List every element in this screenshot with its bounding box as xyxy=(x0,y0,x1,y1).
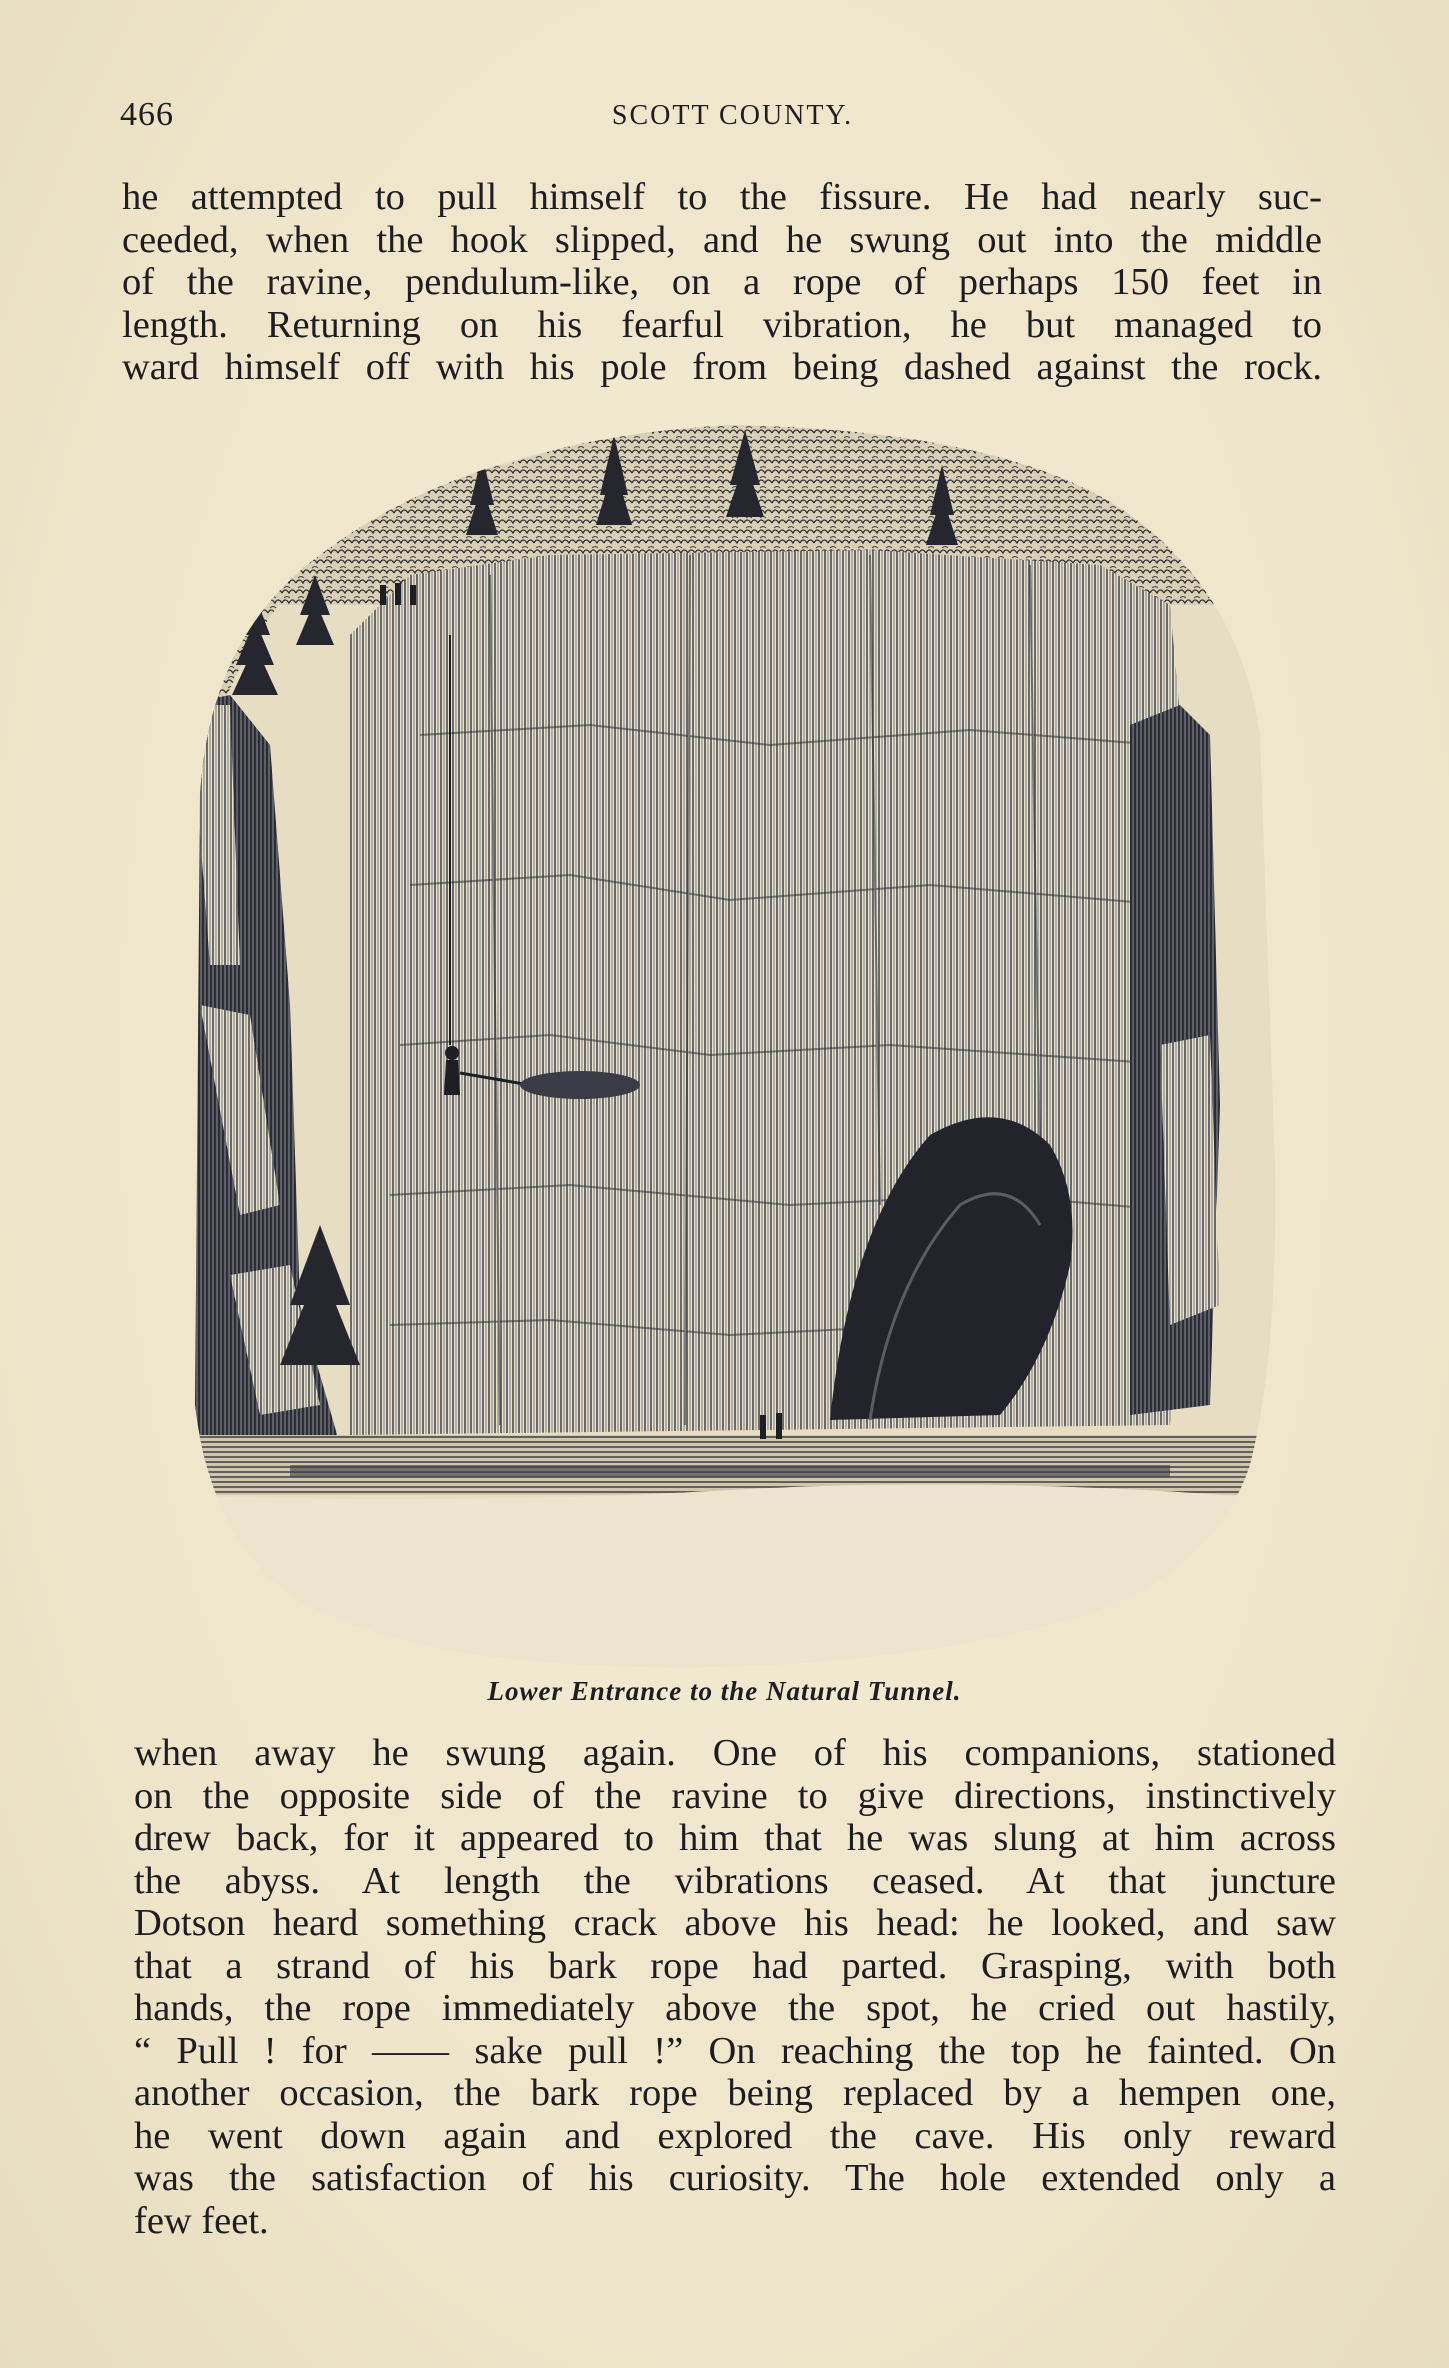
running-head: SCOTT COUNTY. xyxy=(611,100,854,131)
text-line: when away he swung again. One of his companions, stationed xyxy=(134,1732,1336,1774)
text-line: of the ravine, pendulum-like, on a rope of perhaps 150 feet in xyxy=(122,261,1322,303)
page-number: 466 xyxy=(120,96,174,133)
text-line: on the opposite side of the ravine to give directions, instinctively xyxy=(134,1774,1336,1817)
text-line: the abyss. At length the vibrations ceased. At that juncture xyxy=(134,1859,1336,1902)
page-header xyxy=(120,96,1345,142)
text-line: ward himself off with his pole from being dashed against the rock. xyxy=(122,346,1322,388)
text-line: length. Returning on his fearful vibration, he but managed to xyxy=(122,303,1322,346)
text-line: that a strand of his bark rope had parted. Grasping, with both xyxy=(134,1944,1336,1987)
text-line: few feet. xyxy=(134,2199,269,2242)
text-line: was the satisfaction of his curiosity. The hole extended only a xyxy=(134,2157,1336,2199)
text-line: hands, the rope immediately above the spot, he cried out hastily, xyxy=(134,1987,1336,2029)
paragraph-bottom xyxy=(134,1732,1336,2242)
text-line: he went down again and explored the cave. His only reward xyxy=(134,2114,1336,2157)
text-line: he attempted to pull himself to the fissure. He had nearly suc- xyxy=(122,176,1322,218)
text-line: drew back, for it appeared to him that he was slung at him across xyxy=(134,1817,1336,1859)
engraving-natural-tunnel xyxy=(170,405,1290,1675)
text-line: another occasion, the bark rope being replaced by a hempen one, xyxy=(134,2072,1336,2114)
text-line: “ Pull ! for —— sake pull !” On reaching the top he fainted. On xyxy=(134,2029,1336,2072)
text-line: ceeded, when the hook slipped, and he swung out into the middle xyxy=(122,218,1322,261)
text-line: Dotson heard something crack above his head: he looked, and saw xyxy=(134,1902,1336,1944)
paragraph-top xyxy=(122,176,1322,389)
illustration-caption: Lower Entrance to the Natural Tunnel. xyxy=(487,1676,962,1706)
